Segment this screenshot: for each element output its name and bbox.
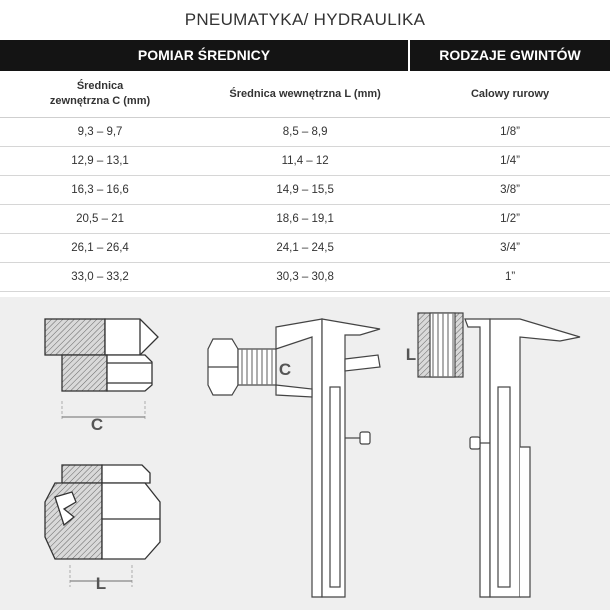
table-row	[0, 147, 610, 176]
cell-inch: 1”	[410, 263, 610, 292]
table-row	[0, 176, 610, 205]
label-l-fitting: L	[95, 574, 107, 593]
column-header-row	[0, 71, 610, 118]
table-header-bar	[0, 40, 610, 71]
size-table	[0, 71, 610, 321]
col-inch-thread: Calowy rurowy	[410, 71, 610, 118]
table-row	[0, 118, 610, 147]
page-title: PNEUMATYKA/ HYDRAULIKA	[184, 10, 426, 29]
cell-inch: 1/8”	[410, 118, 610, 147]
measurement-diagrams	[0, 297, 610, 610]
cell-inch: 1/4”	[410, 147, 610, 176]
table-row	[0, 234, 610, 263]
cell-inner: 14,9 – 15,5	[200, 176, 410, 205]
cell-inner: 18,6 – 19,1	[200, 205, 410, 234]
label-c-fitting: C	[90, 415, 104, 434]
cell-outer: 20,5 – 21	[0, 205, 200, 234]
cell-inner: 8,5 – 8,9	[200, 118, 410, 147]
cell-outer: 9,3 – 9,7	[0, 118, 200, 147]
col-outer-line2: zewnętrzna C (mm)	[49, 95, 151, 107]
cell-outer: 26,1 – 26,4	[0, 234, 200, 263]
col-outer-diameter	[0, 71, 200, 118]
cell-outer: 33,0 – 33,2	[0, 263, 200, 292]
caliper-inner-diagram	[418, 313, 580, 597]
cell-outer: 12,9 – 13,1	[0, 147, 200, 176]
section-measure-heading: POMIAR ŚREDNICY	[137, 47, 271, 63]
label-c-caliper: C	[278, 360, 292, 379]
cell-inch: 3/8”	[410, 176, 610, 205]
male-fitting-diagram	[45, 319, 158, 419]
caliper-outer-diagram	[208, 319, 380, 597]
table-row	[0, 263, 610, 292]
female-fitting-diagram	[45, 465, 160, 587]
cell-inch: 3/4”	[410, 234, 610, 263]
col-inner-diameter: Średnica wewnętrzna L (mm)	[200, 71, 410, 118]
cell-inner: 30,3 – 30,8	[200, 263, 410, 292]
cell-inner: 11,4 – 12	[200, 147, 410, 176]
cell-inner: 24,1 – 24,5	[200, 234, 410, 263]
section-threads-heading: RODZAJE GWINTÓW	[439, 47, 581, 63]
cell-inch: 1/2”	[410, 205, 610, 234]
label-l-caliper: L	[405, 345, 417, 364]
diagram-area	[0, 297, 610, 610]
col-outer-line1: Średnica	[76, 80, 124, 92]
table-row	[0, 205, 610, 234]
cell-outer: 16,3 – 16,6	[0, 176, 200, 205]
